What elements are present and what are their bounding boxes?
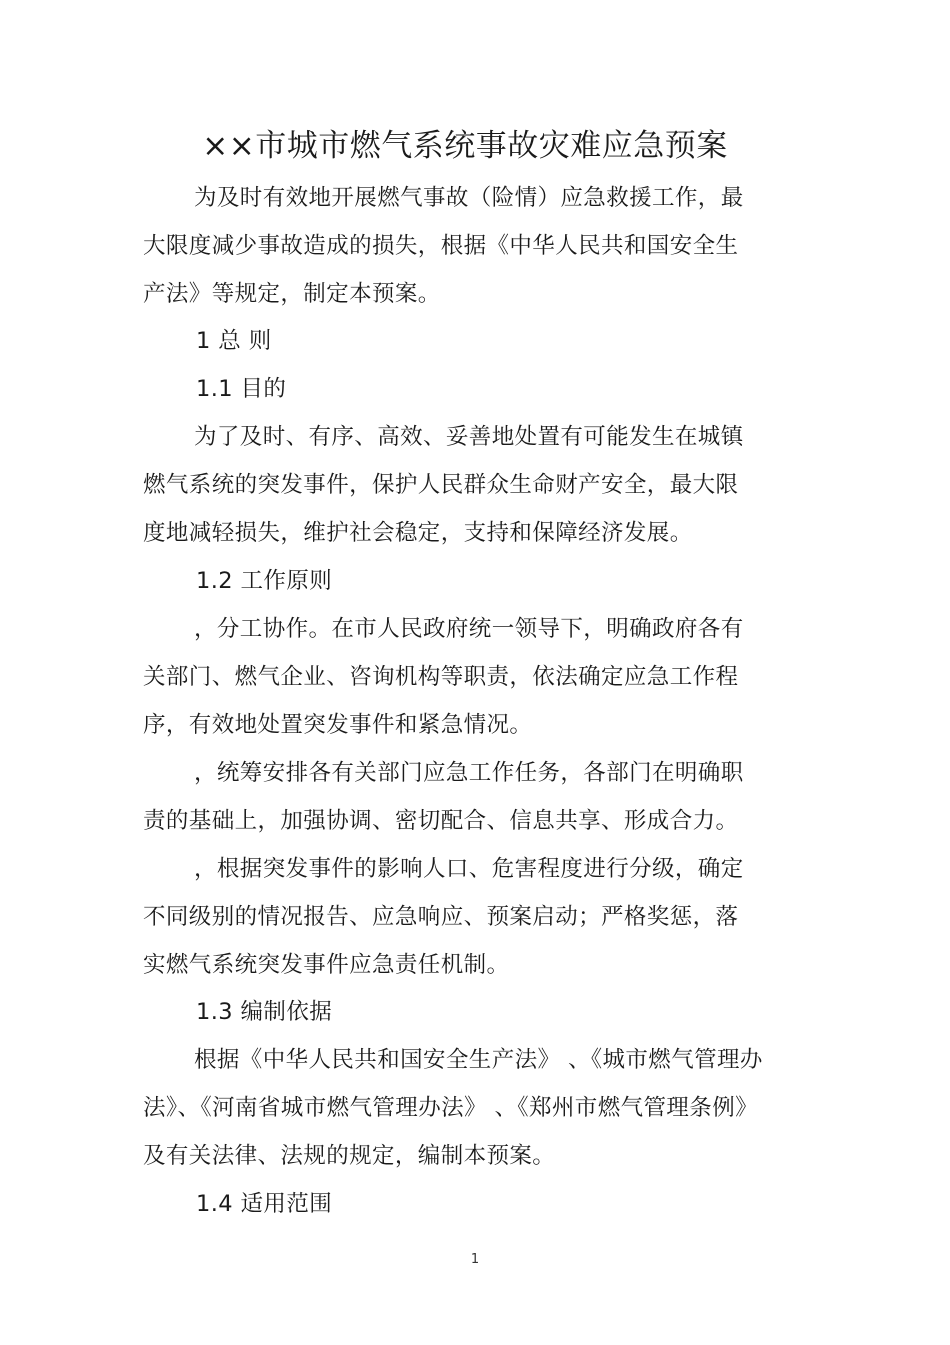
intro-line-3: 产法》等规定，制定本预案。: [143, 281, 441, 307]
document-title: ××市城市燃气系统事故灾难应急预案: [202, 128, 728, 164]
section-1-2-p3-line-3: 实燃气系统突发事件应急责任机制。: [143, 952, 510, 978]
intro-line-2: 大限度减少事故造成的损失，根据《中华人民共和国安全生: [143, 233, 739, 259]
section-1-3-line-1: 根据《中华人民共和国安全生产法》 、《城市燃气管理办: [194, 1047, 763, 1073]
intro-line-1: 为及时有效地开展燃气事故（险情）应急救援工作，最: [194, 185, 744, 211]
section-1-2-p1-line-2: 关部门、燃气企业、咨询机构等职责，依法确定应急工作程: [143, 664, 739, 690]
section-1-2-p2-line-2: 责的基础上，加强协调、密切配合、信息共享、形成合力。: [143, 808, 739, 834]
section-1-4-heading: 1.4 适用范围: [196, 1191, 333, 1217]
section-1-heading: 1 总 则: [196, 328, 272, 354]
section-1-3-line-3: 及有关法律、法规的规定，编制本预案。: [143, 1143, 556, 1169]
section-1-2-p1-line-1: ，分工协作。在市人民政府统一领导下，明确政府各有: [194, 616, 744, 642]
section-1-2-p1-line-3: 序，有效地处置突发事件和紧急情况。: [143, 712, 533, 738]
section-1-3-heading: 1.3 编制依据: [196, 999, 333, 1025]
section-1-3-line-2: 法》、《河南省城市燃气管理办法》 、《郑州市燃气管理条例》: [143, 1095, 759, 1121]
section-1-2-p2-line-1: ，统筹安排各有关部门应急工作任务，各部门在明确职: [194, 760, 744, 786]
section-1-1-line-2: 燃气系统的突发事件，保护人民群众生命财产安全，最大限: [143, 472, 739, 498]
section-1-2-heading: 1.2 工作原则: [196, 568, 333, 594]
section-1-1-line-1: 为了及时、有序、高效、妥善地处置有可能发生在城镇: [194, 424, 744, 450]
section-1-2-p3-line-2: 不同级别的情况报告、应急响应、预案启动；严格奖惩，落: [143, 904, 739, 930]
section-1-1-heading: 1.1 目的: [196, 376, 287, 402]
section-1-2-p3-line-1: ，根据突发事件的影响人口、危害程度进行分级，确定: [194, 856, 744, 882]
section-1-1-line-3: 度地减轻损失，维护社会稳定，支持和保障经济发展。: [143, 520, 693, 546]
page-number: 1: [470, 1252, 480, 1267]
